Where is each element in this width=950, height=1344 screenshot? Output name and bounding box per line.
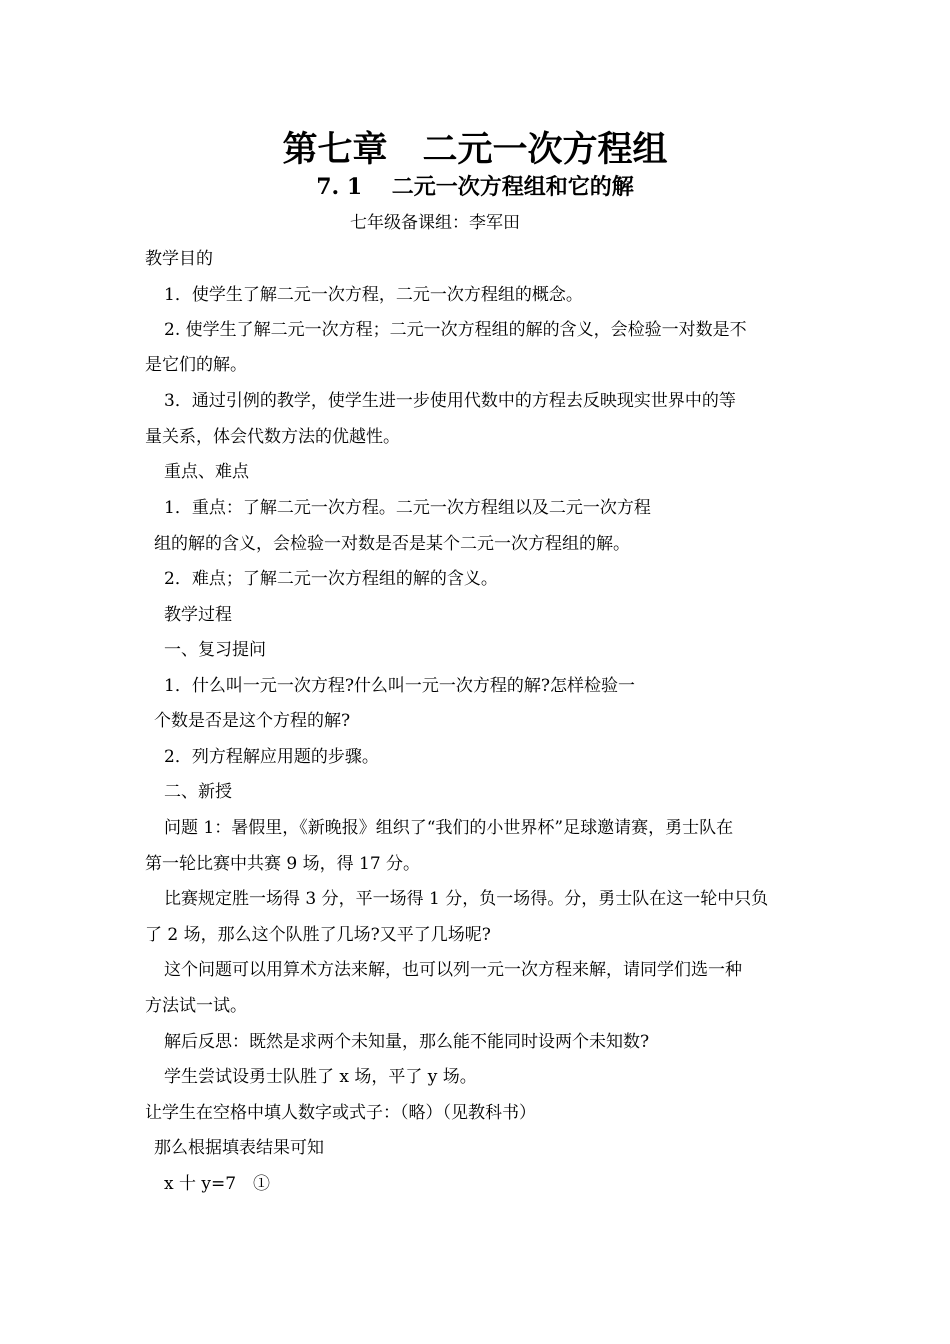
author-line: 七年级备课组：李军田 xyxy=(350,213,520,233)
paragraph-line: 比赛规定胜一场得 3 分，平一场得 1 分，负一场得。分，勇士队在这一轮中只负 xyxy=(164,889,769,909)
paragraph-line: 1．什么叫一元一次方程?什么叫一元一次方程的解?怎样检验一 xyxy=(164,676,636,696)
paragraph-line: 2. 使学生了解二元一次方程；二元一次方程组的解的含义，会检验一对数是不 xyxy=(164,320,747,340)
heading-teaching-objectives: 教学目的 xyxy=(145,249,213,269)
equation-line: x 十 y=7 ① xyxy=(164,1174,271,1194)
paragraph-line: 让学生在空格中填人数字或式子：（略）（见教科书） xyxy=(145,1103,536,1123)
paragraph-line: 个数是否是这个方程的解? xyxy=(154,711,351,731)
section-title: 7. 1 二元一次方程组和它的解 xyxy=(316,174,634,200)
paragraph-line: 这个问题可以用算术方法来解，也可以列一元一次方程来解，请同学们选一种 xyxy=(164,960,742,980)
paragraph-line: 那么根据填表结果可知 xyxy=(154,1138,324,1158)
heading-teaching-process: 教学过程 xyxy=(164,605,232,625)
heading-key-points: 重点、难点 xyxy=(164,462,249,482)
paragraph-line: 3．通过引例的教学，使学生进一步使用代数中的方程去反映现实世界中的等 xyxy=(164,391,736,411)
paragraph-line: 方法试一试。 xyxy=(145,996,247,1016)
paragraph-line: 了 2 场，那么这个队胜了几场?又平了几场呢? xyxy=(145,925,491,945)
heading-review: 一、复习提问 xyxy=(164,640,266,660)
paragraph-line: 2．难点；了解二元一次方程组的解的含义。 xyxy=(164,569,498,589)
paragraph-line: 是它们的解。 xyxy=(145,355,247,375)
paragraph-line: 1．使学生了解二元一次方程，二元一次方程组的概念。 xyxy=(164,285,583,305)
paragraph-line: 组的解的含义，会检验一对数是否是某个二元一次方程组的解。 xyxy=(154,534,630,554)
paragraph-line: 量关系，体会代数方法的优越性。 xyxy=(145,427,400,447)
paragraph-line: 问题 1：暑假里，《新晚报》组织了“我们的小世界杯”足球邀请赛，勇士队在 xyxy=(164,818,734,838)
chapter-title: 第七章 二元一次方程组 xyxy=(282,129,668,170)
paragraph-line: 第一轮比赛中共赛 9 场，得 17 分。 xyxy=(145,854,421,874)
paragraph-line: 学生尝试设勇士队胜了 x 场，平了 y 场。 xyxy=(164,1067,477,1087)
heading-new-lesson: 二、新授 xyxy=(164,782,232,802)
paragraph-line: 解后反思：既然是求两个未知量，那么能不能同时设两个未知数? xyxy=(164,1032,650,1052)
paragraph-line: 2．列方程解应用题的步骤。 xyxy=(164,747,379,767)
paragraph-line: 1．重点：了解二元一次方程。二元一次方程组以及二元一次方程 xyxy=(164,498,651,518)
